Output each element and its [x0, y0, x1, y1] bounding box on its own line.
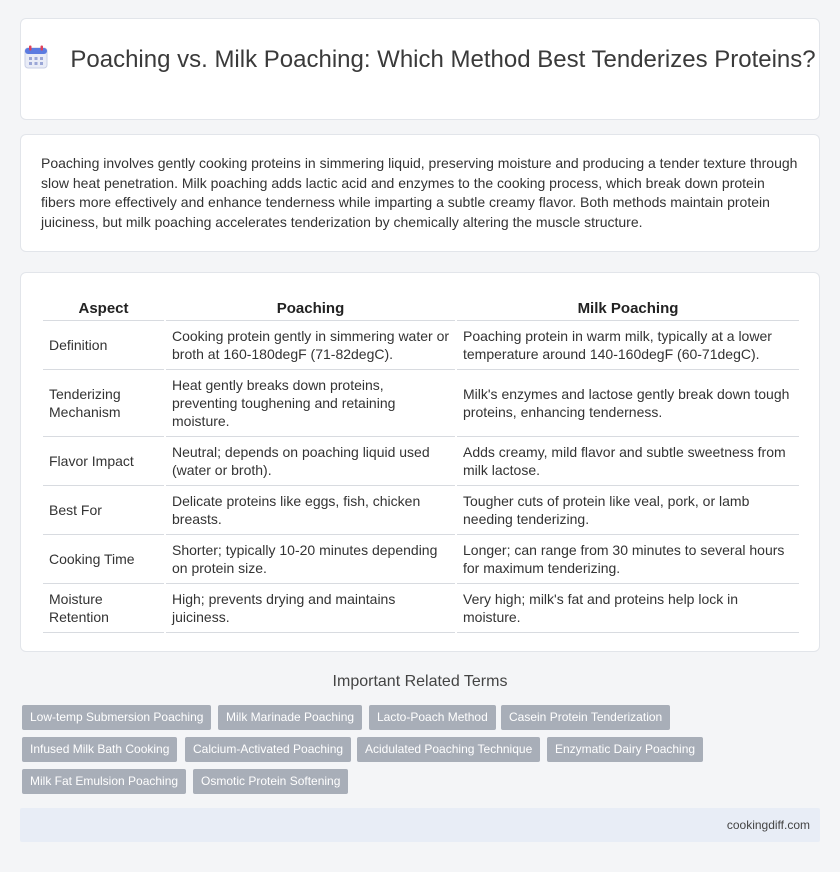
header-aspect: Aspect — [43, 295, 165, 320]
row-aspect: Definition — [43, 320, 165, 369]
table-row — [43, 320, 799, 369]
related-tag[interactable]: Low-temp Submersion Poaching — [22, 705, 211, 730]
related-tag[interactable]: Milk Fat Emulsion Poaching — [22, 769, 186, 794]
intro-text: Poaching involves gently cooking proteins in simmering liquid, preserving moisture and producing a tender texture through slow heat penetration. Milk poaching adds lactic acid and enzymes to the cooking process, which break down protein fibers more effectively and enhance tenderness while imparting a subtle creamy flavor. Both methods maintain protein juiciness, but milk poaching accelerates tenderization by chemically altering the muscle structure. — [41, 155, 798, 230]
related-tag[interactable]: Enzymatic Dairy Poaching — [547, 737, 703, 762]
row-aspect: Best For — [43, 485, 165, 534]
footer — [20, 808, 820, 842]
row-poaching: Delicate proteins like eggs, fish, chicken breasts. — [165, 485, 456, 534]
row-aspect: Moisture Retention — [43, 583, 165, 632]
row-poaching: Neutral; depends on poaching liquid used (water or broth). — [165, 436, 456, 485]
page-title: Poaching vs. Milk Poaching: Which Method Best Tenderizes Proteins? — [70, 46, 816, 73]
related-terms-title: Important Related Terms — [332, 673, 508, 690]
table-row — [43, 436, 799, 485]
table-row — [43, 583, 799, 632]
comparison-table — [43, 295, 799, 633]
related-tag[interactable]: Casein Protein Tenderization — [501, 705, 670, 730]
page-title-wrap — [21, 45, 819, 75]
row-milk-poaching: Very high; milk's fat and proteins help lock in moisture. — [456, 583, 799, 632]
row-milk-poaching: Adds creamy, mild flavor and subtle sweetness from milk lactose. — [456, 436, 799, 485]
footer-site[interactable]: cookingdiff.com — [726, 818, 810, 832]
row-milk-poaching: Tougher cuts of protein like veal, pork, or lamb needing tenderizing. — [456, 485, 799, 534]
row-milk-poaching: Milk's enzymes and lactose gently break down tough proteins, enhancing tenderness. — [456, 369, 799, 436]
table-header-row — [43, 295, 799, 320]
related-tag[interactable]: Lacto-Poach Method — [369, 705, 496, 730]
comparison-card — [20, 272, 820, 652]
related-tag[interactable]: Acidulated Poaching Technique — [357, 737, 540, 762]
calendar-icon — [24, 45, 48, 69]
related-tag[interactable]: Osmotic Protein Softening — [193, 769, 348, 794]
title-card — [20, 18, 820, 120]
related-tag[interactable]: Infused Milk Bath Cooking — [22, 737, 177, 762]
header-poaching: Poaching — [165, 295, 456, 320]
table-row — [43, 534, 799, 583]
related-tag[interactable]: Milk Marinade Poaching — [218, 705, 362, 730]
row-milk-poaching: Poaching protein in warm milk, typically at a lower temperature around 140-160degF (60-71degC). — [456, 320, 799, 369]
row-aspect: Tenderizing Mechanism — [43, 369, 165, 436]
intro-card — [20, 134, 820, 252]
row-poaching: Shorter; typically 10-20 minutes depending on protein size. — [165, 534, 456, 583]
row-poaching: High; prevents drying and maintains juiciness. — [165, 583, 456, 632]
related-tag[interactable]: Calcium-Activated Poaching — [185, 737, 351, 762]
table-row — [43, 485, 799, 534]
table-row — [43, 369, 799, 436]
row-poaching: Heat gently breaks down proteins, preventing toughening and retaining moisture. — [165, 369, 456, 436]
row-poaching: Cooking protein gently in simmering water or broth at 160-180degF (71-82degC). — [165, 320, 456, 369]
header-milk-poaching: Milk Poaching — [456, 295, 799, 320]
row-aspect: Cooking Time — [43, 534, 165, 583]
row-aspect: Flavor Impact — [43, 436, 165, 485]
row-milk-poaching: Longer; can range from 30 minutes to several hours for maximum tenderizing. — [456, 534, 799, 583]
